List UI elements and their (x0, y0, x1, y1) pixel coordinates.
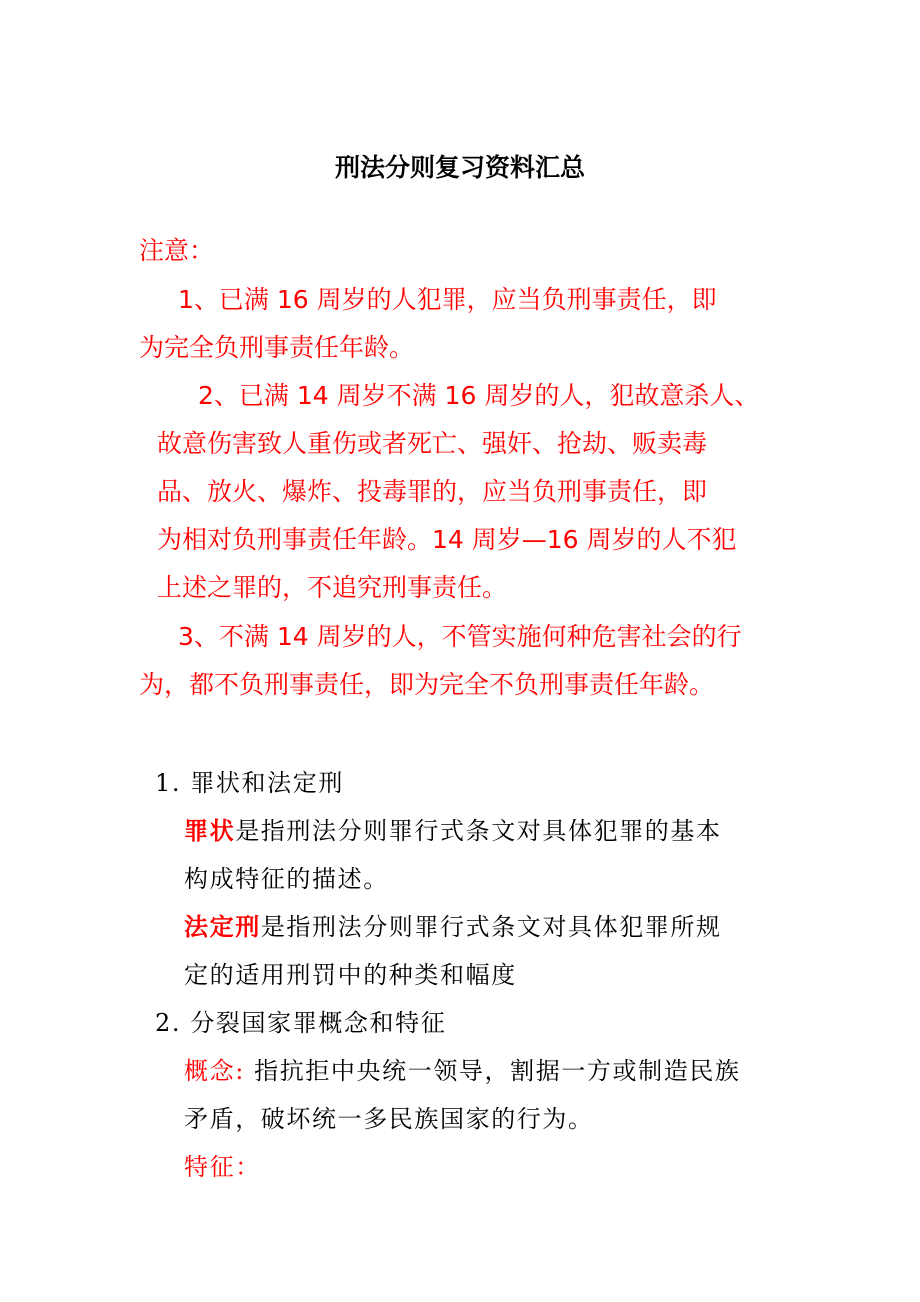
section2-paragraph1-line2: 矛盾，破坏统一多民族国家的行为。 (184, 1105, 594, 1133)
term-gainian: 概念: (184, 1057, 245, 1085)
section1-paragraph1-line2: 构成特征的描述。 (184, 865, 389, 893)
notice-item2-line2: 故意伤害致人重伤或者死亡、强奸、抢劫、贩卖毒 (157, 429, 708, 458)
term-fadingxing: 法定刑 (184, 912, 261, 941)
term-tezheng: 特征： (184, 1153, 261, 1181)
section1-paragraph2-line2: 定的适用刑罚中的种类和幅度 (184, 961, 517, 989)
page-title: 刑法分则复习资料汇总 (334, 153, 585, 182)
notice-item2-line4: 为相对负刑事责任年龄。14 周岁—16 周岁的人不犯 (157, 525, 737, 554)
section1-p1-text: 是指刑法分则罪行式条文对具体犯罪的基本 (235, 817, 722, 845)
section2-paragraph1-line1 (184, 1051, 741, 1086)
notice-item3-line2: 为，都不负刑事责任，即为完全不负刑事责任年龄。 (139, 670, 715, 699)
section1-p2-text: 是指刑法分则罪行式条文对具体犯罪所规 (260, 913, 722, 941)
section1-paragraph1-line1 (184, 811, 722, 846)
section1-paragraph2-line1 (184, 907, 722, 942)
section2-heading: 2. 分裂国家罪概念和特征 (155, 1009, 447, 1037)
section2-p1-text: 指抗拒中央统一领导，割据一方或制造民族 (244, 1057, 741, 1085)
notice-item1-line1: 1、已满 16 周岁的人犯罪，应当负刑事责任，即 (178, 285, 717, 314)
notice-item2-line3: 品、放火、爆炸、投毒罪的，应当负刑事责任，即 (157, 477, 708, 506)
notice-heading: 注意： (139, 236, 215, 265)
section1-heading: 1. 罪状和法定刑 (155, 769, 344, 797)
notice-item3-line1: 3、不满 14 周岁的人，不管实施何种危害社会的行 (178, 622, 742, 651)
notice-item2-line1: 2、已满 14 周岁不满 16 周岁的人，犯故意杀人、 (198, 381, 760, 410)
term-zuizhuang: 罪状 (184, 816, 236, 845)
notice-item1-line2: 为完全负刑事责任年龄。 (139, 333, 415, 362)
notice-item2-line5: 上述之罪的，不追究刑事责任。 (157, 573, 508, 602)
